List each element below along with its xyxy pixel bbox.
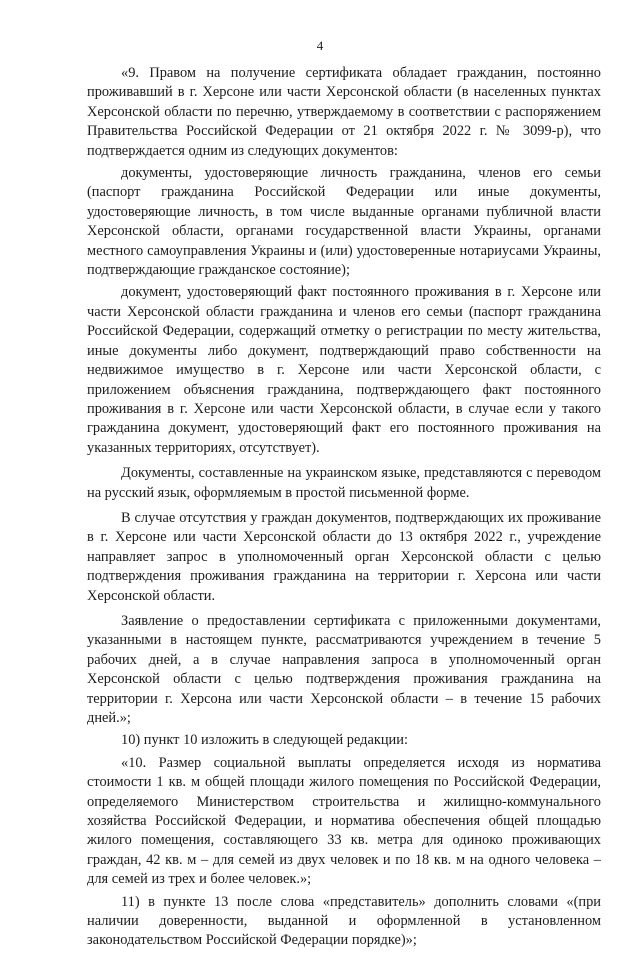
paragraph-amendment-11: 11) в пункте 13 после слова «представитель» дополнить словами «(при наличии доверенности, выданной и оформленной в установленном законодательством Российской Федерации порядке)»; xyxy=(87,893,601,949)
page-number: 4 xyxy=(316,38,324,53)
paragraph-identity-documents: документы, удостоверяющие личность гражданина, членов его семьи (паспорт гражданина Российской Федерации или иные документы, удостоверяющие личность, в том числе выданные органами публичной власти Херсонской области, органами государственной власти Украины, органами местного самоуправления Украины и (или) удостоверенные нотариусами Украины, подтверждающие гражданское состояние); xyxy=(87,165,601,279)
paragraph-item-9: «9. Правом на получение сертификата обладает гражданин, постоянно проживавший в г. Херсоне или части Херсонской области (в населенных пунктах Херсонской области по перечню, утверждаемому в соответствии с распоряжением Правительства Российской Федерации от 21 октября 2022 г. № 3099-р), что подтверждается одним из следующих документов: xyxy=(87,65,601,159)
paragraph-missing-documents: В случае отсутствия у граждан документов, подтверждающих их проживание в г. Херсоне или части Херсонской области до 13 октября 2022 г., учреждение направляет запрос в уполномоченный орган Херсонской области с целью подтверждения проживания гражданина на территории г. Херсона или части Херсонской области. xyxy=(87,509,601,604)
paragraph-residence-documents: документ, удостоверяющий факт постоянного проживания в г. Херсоне или части Херсонской области гражданина и членов его семьи (паспорт гражданина Российской Федерации, содержащий отметку о регистрации по месту жительства, иные документы либо документ, подтверждающий право собственности на недвижимое имущество в г. Херсоне или части Херсонской области, с приложением объяснения гражданина, подтверждающего факт постоянного проживания в г. Херсоне или части Херсонской области, в случае если у такого гражданина документ, удостоверяющий факт его постоянного проживания на указанных территориях, отсутствует). xyxy=(87,284,601,456)
document-body xyxy=(87,64,601,954)
paragraph-amendment-10: 10) пункт 10 изложить в следующей редакции: xyxy=(121,732,408,749)
paragraph-ukrainian-translation: Документы, составленные на украинском языке, представляются с переводом на русский язык, оформляемым в простой письменной форме. xyxy=(87,465,601,501)
paragraph-review-period: Заявление о предоставлении сертификата с приложенными документами, указанными в настоящем пункте, рассматриваются учреждением в течение 5 рабочих дней, а в случае направления запроса в уполномоченный орган Херсонской области с целью подтверждения проживания гражданина на территории г. Херсона или части Херсонской области – в течение 15 рабочих дней.»; xyxy=(87,612,601,726)
paragraph-item-10-text: «10. Размер социальной выплаты определяется исходя из норматива стоимости 1 кв. м общей площади жилого помещения по Российской Федерации, определяемого Министерством строительства и жилищно-коммунального хозяйства Российской Федерации, и норматива обеспечения общей площадью жилого помещения, составляющего 33 кв. метра для одиноко проживающих граждан, 42 кв. м – для семей из двух человек и по 18 кв. м на одного человека – для семей из трех и более человек.»; xyxy=(87,754,601,888)
